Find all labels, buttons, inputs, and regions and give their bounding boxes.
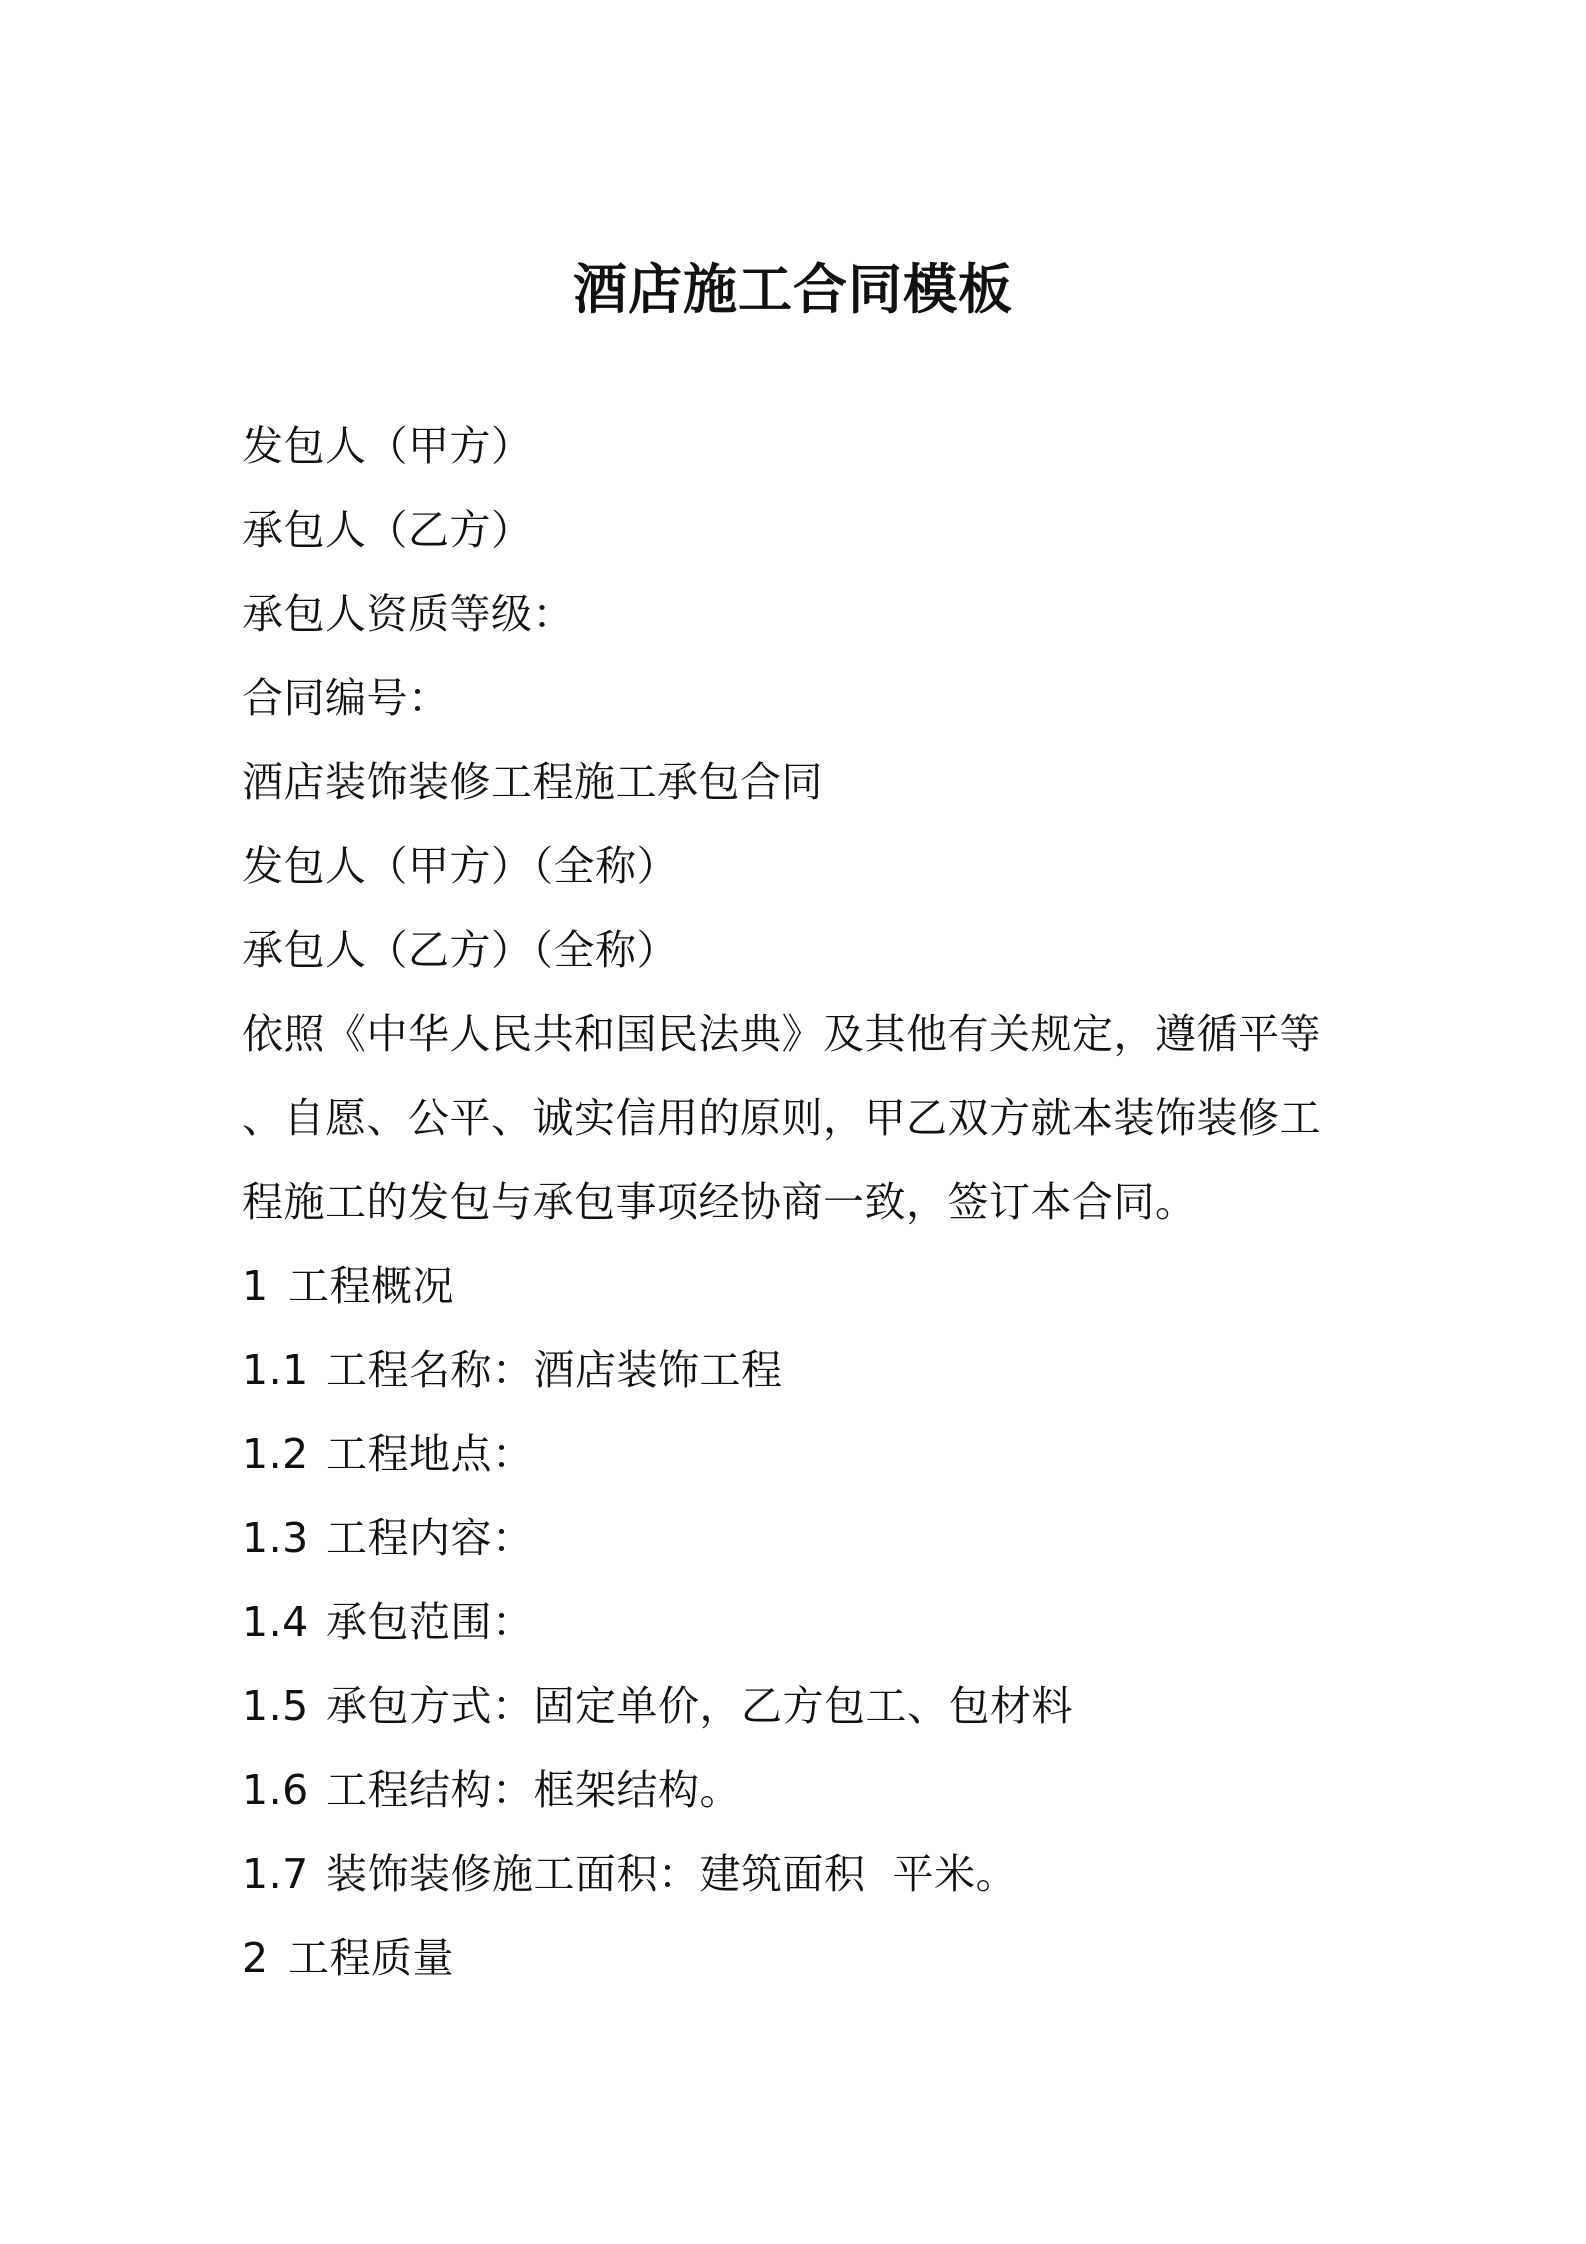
section-title: 工程概况 (288, 1262, 454, 1310)
clause-text: 工程结构：框架结构。 (326, 1766, 741, 1814)
clause-number: 1.1 (242, 1346, 309, 1394)
clause-item (242, 1748, 1372, 1832)
section-1-heading (242, 1244, 1372, 1328)
clause-number: 1.4 (242, 1598, 309, 1646)
clause-item (242, 1832, 1372, 1916)
contract-name-line: 酒店装饰装修工程施工承包合同 (242, 758, 823, 806)
party-a-fullname-line: 发包人（甲方）（全称） (242, 842, 678, 890)
clause-item (242, 1412, 1372, 1496)
preamble-line: 程施工的发包与承包事项经协商一致，签订本合同。 (242, 1178, 1197, 1226)
section-number: 1 (242, 1262, 269, 1310)
clause-text: 工程内容： (326, 1514, 534, 1562)
document-body (242, 404, 1372, 2000)
section-number: 2 (242, 1934, 269, 1982)
clause-text: 承包范围： (326, 1598, 534, 1646)
qualification-line: 承包人资质等级： (242, 590, 574, 638)
clause-number: 1.5 (242, 1682, 309, 1730)
section-title: 工程质量 (288, 1934, 454, 1982)
clause-text: 装饰装修施工面积：建筑面积 平米。 (326, 1850, 1018, 1898)
clause-text: 工程地点： (326, 1430, 534, 1478)
clause-item (242, 1328, 1372, 1412)
clause-item (242, 1664, 1372, 1748)
clause-number: 1.3 (242, 1514, 309, 1562)
clause-text: 工程名称：酒店装饰工程 (326, 1346, 783, 1394)
clause-text: 承包方式：固定单价，乙方包工、包材料 (326, 1682, 1073, 1730)
section-2-heading (242, 1916, 1372, 2000)
party-a-line: 发包人（甲方） (242, 422, 533, 470)
document-title: 酒店施工合同模板 (573, 258, 1013, 321)
clause-item (242, 1580, 1372, 1664)
clause-number: 1.6 (242, 1766, 309, 1814)
party-b-line: 承包人（乙方） (242, 506, 533, 554)
preamble-line: 、自愿、公平、诚实信用的原则，甲乙双方就本装饰装修工 (242, 1094, 1321, 1142)
clause-number: 1.7 (242, 1850, 309, 1898)
contract-number-line: 合同编号： (242, 674, 450, 722)
clause-number: 1.2 (242, 1430, 309, 1478)
clause-item (242, 1496, 1372, 1580)
preamble-line: 依照《中华人民共和国民法典》及其他有关规定，遵循平等 (242, 1010, 1321, 1058)
party-b-fullname-line: 承包人（乙方）（全称） (242, 926, 678, 974)
